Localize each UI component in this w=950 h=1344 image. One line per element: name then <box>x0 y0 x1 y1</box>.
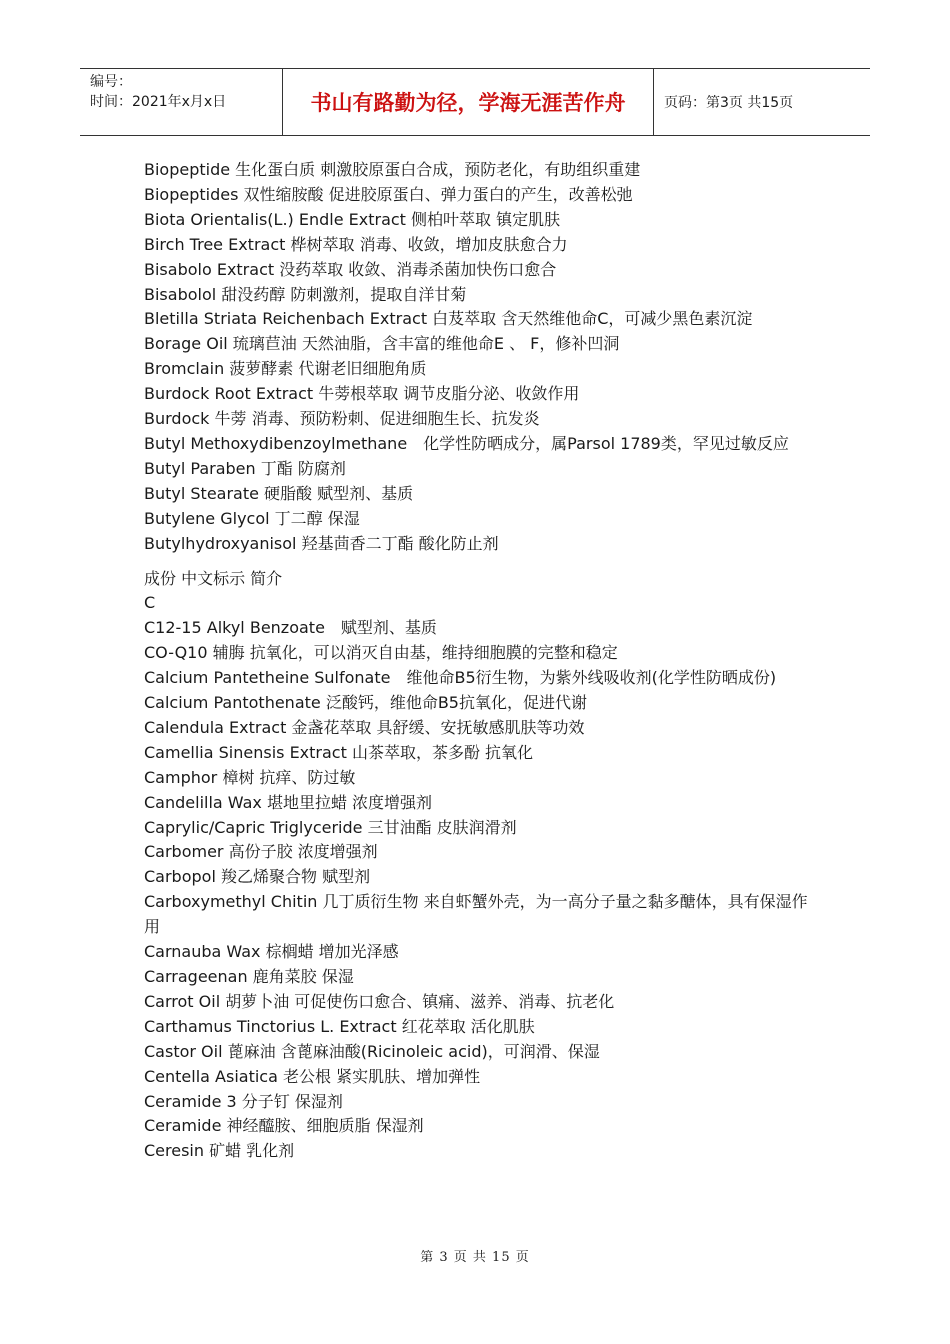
list-item: Castor Oil 蓖麻油 含蓖麻油酸(Ricinoleic acid)，可润滑、保湿 <box>144 1041 600 1061</box>
list-item: Biota Orientalis(L.) Endle Extract 侧柏叶萃取 镇定肌肤 <box>144 209 561 229</box>
column-header: 成份 中文标示 简介 <box>144 568 283 588</box>
list-item: C12-15 Alkyl Benzoate 赋型剂、基质 <box>144 618 437 638</box>
list-item: Butyl Stearate 硬脂酸 赋型剂、基质 <box>144 483 414 503</box>
list-item: Burdock Root Extract 牛蒡根萃取 调节皮脂分泌、收敛作用 <box>144 384 580 404</box>
list-item: Carbomer 高份子胶 浓度增强剂 <box>144 842 378 862</box>
list-item: Ceramide 3 分子钉 保湿剂 <box>144 1091 343 1111</box>
list-item: Centella Asiatica 老公根 紧实肌肤、增加弹性 <box>144 1066 481 1086</box>
list-item: Butylene Glycol 丁二醇 保湿 <box>144 508 360 528</box>
list-item: CO-Q10 辅脢 抗氧化，可以消灭自由基，维持细胞膜的完整和稳定 <box>144 643 618 663</box>
list-item: Carboxymethyl Chitin 几丁质衍生物 来自虾蟹外壳，为一高分子量之黏多醣体，具有保湿作用 <box>144 892 808 937</box>
list-item: Camphor 樟树 抗痒、防过敏 <box>144 767 356 787</box>
list-item: Bromclain 菠萝酵素 代谢老旧细胞角质 <box>144 359 427 379</box>
section-letter: C <box>144 593 156 613</box>
list-item: Butylhydroxyanisol 羟基茴香二丁酯 酸化防止剂 <box>144 533 499 553</box>
page-footer: 第 3 页 共 15 页 <box>420 1250 530 1265</box>
list-item: Calendula Extract 金盏花萃取 具舒缓、安抚敏感肌肤等功效 <box>144 717 585 737</box>
list-item: Bisabolol 甜没药醇 防刺激剂，提取自洋甘菊 <box>144 284 467 304</box>
list-item: Carrageenan 鹿角菜胶 保湿 <box>144 967 354 986</box>
list-item: Calcium Pantothenate 泛酸钙，维他命B5抗氧化，促进代谢 <box>144 693 587 713</box>
list-item: Calcium Pantetheine Sulfonate 维他命B5衍生物，为紫外线吸收剂(化学性防晒成份) <box>144 668 777 688</box>
list-item: Carbopol 羧乙烯聚合物 赋型剂 <box>144 867 371 887</box>
header-page-code: 页码：第3页 共15页 <box>664 95 794 111</box>
time-label: 时间：2021年x月x日 <box>90 94 227 110</box>
list-item: Bletilla Striata Reichenbach Extract 白芨萃取 含天然维他命C，可减少黑色素沉淀 <box>144 309 753 329</box>
list-item: Candelilla Wax 堪地里拉蜡 浓度增强剂 <box>144 792 433 812</box>
list-item: Carrot Oil 胡萝卜油 可促使伤口愈合、镇痛、滋养、消毒、抗老化 <box>144 991 615 1011</box>
list-item: Butyl Paraben 丁酯 防腐剂 <box>144 458 346 478</box>
header-meta <box>80 69 282 135</box>
list-item: Ceresin 矿蜡 乳化剂 <box>144 1141 295 1161</box>
ingredient-block-c <box>144 567 814 1165</box>
list-item: Burdock 牛蒡 消毒、预防粉刺、促进细胞生长、抗发炎 <box>144 409 540 429</box>
header-table <box>80 68 870 136</box>
list-item: Carnauba Wax 棕榈蜡 增加光泽感 <box>144 942 399 962</box>
ingredient-list <box>144 158 814 1164</box>
section-gap <box>144 557 814 567</box>
list-item: Biopeptides 双性缩胺酸 促进胶原蛋白、弹力蛋白的产生，改善松弛 <box>144 184 633 204</box>
list-item: Ceramide 神经醯胺、细胞质脂 保湿剂 <box>144 1116 424 1136</box>
list-item: Camellia Sinensis Extract 山茶萃取，茶多酚 抗氧化 <box>144 742 534 762</box>
number-label: 编号： <box>90 74 132 90</box>
list-item: Butyl Methoxydibenzoylmethane 化学性防晒成分，属Parsol 1789类，罕见过敏反应 <box>144 433 789 453</box>
list-item: Bisabolo Extract 没药萃取 收敛、消毒杀菌加快伤口愈合 <box>144 259 557 279</box>
list-item: Biopeptide 生化蛋白质 刺激胶原蛋白合成，预防老化，有助组织重建 <box>144 160 641 179</box>
list-item: Borage Oil 琉璃苣油 天然油脂，含丰富的维他命E 、 F，修补凹洞 <box>144 334 620 354</box>
list-item: Carthamus Tinctorius L. Extract 红花萃取 活化肌肤 <box>144 1016 535 1036</box>
list-item: Birch Tree Extract 桦树萃取 消毒、收敛，增加皮肤愈合力 <box>144 234 568 254</box>
list-item: Caprylic/Capric Triglyceride 三甘油酯 皮肤润滑剂 <box>144 817 517 837</box>
header-motto: 书山有路勤为径，学海无涯苦作舟 <box>282 69 654 135</box>
ingredient-block-b <box>144 158 814 557</box>
